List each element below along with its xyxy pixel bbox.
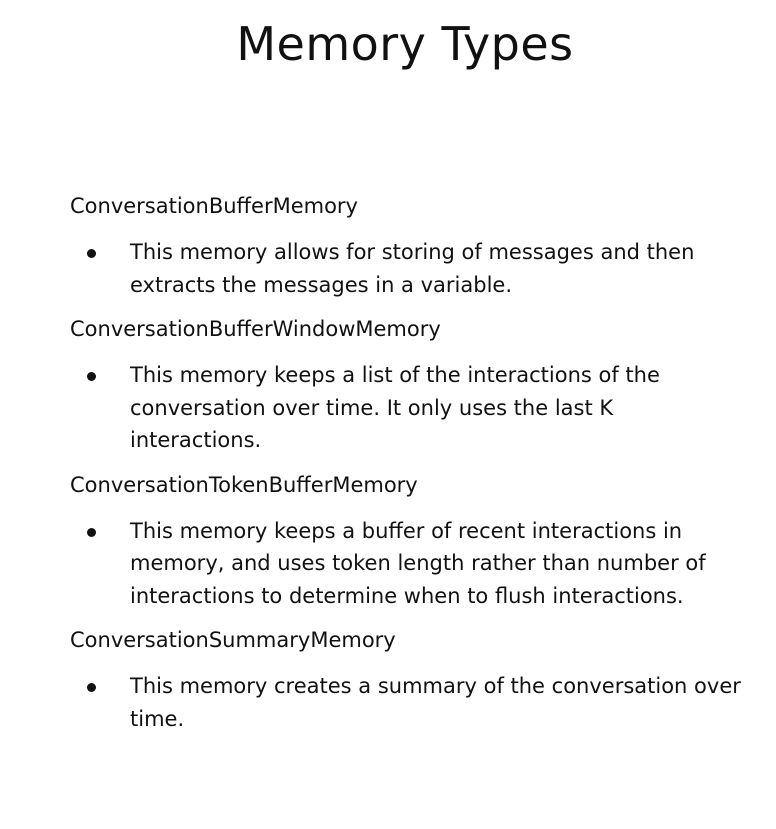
bullet-dot-icon xyxy=(87,683,96,692)
bullet-item xyxy=(70,236,750,301)
bullet-dot-icon xyxy=(87,249,96,258)
bullet-item xyxy=(70,359,750,457)
bullet-text: This memory creates a summary of the conversation over time. xyxy=(130,674,741,731)
bullet-item xyxy=(70,670,750,735)
section-heading: ConversationBufferWindowMemory xyxy=(70,317,441,341)
page-title: Memory Types xyxy=(236,17,574,71)
section-conversation-summary-memory xyxy=(70,624,750,735)
memory-types-list xyxy=(70,190,750,747)
bullet-dot-icon xyxy=(87,528,96,537)
bullet-list xyxy=(70,359,750,457)
section-heading: ConversationBufferMemory xyxy=(70,194,358,218)
section-conversation-buffer-window-memory xyxy=(70,313,750,457)
bullet-list xyxy=(70,236,750,301)
bullet-item xyxy=(70,515,750,613)
bullet-text: This memory keeps a buffer of recent interactions in memory, and uses token length rather than number of interactions to determine when to flush interactions. xyxy=(130,518,706,608)
bullet-text: This memory keeps a list of the interactions of the conversation over time. It only uses the last K interactions. xyxy=(130,363,660,452)
section-conversation-buffer-memory xyxy=(70,190,750,301)
section-conversation-token-buffer-memory xyxy=(70,469,750,613)
bullet-dot-icon xyxy=(87,372,96,381)
section-heading: ConversationTokenBufferMemory xyxy=(70,472,418,497)
section-heading: ConversationSummaryMemory xyxy=(70,628,396,652)
bullet-text: This memory allows for storing of messages and then extracts the messages in a variable. xyxy=(130,240,695,297)
bullet-list xyxy=(70,515,750,613)
bullet-list xyxy=(70,670,750,735)
